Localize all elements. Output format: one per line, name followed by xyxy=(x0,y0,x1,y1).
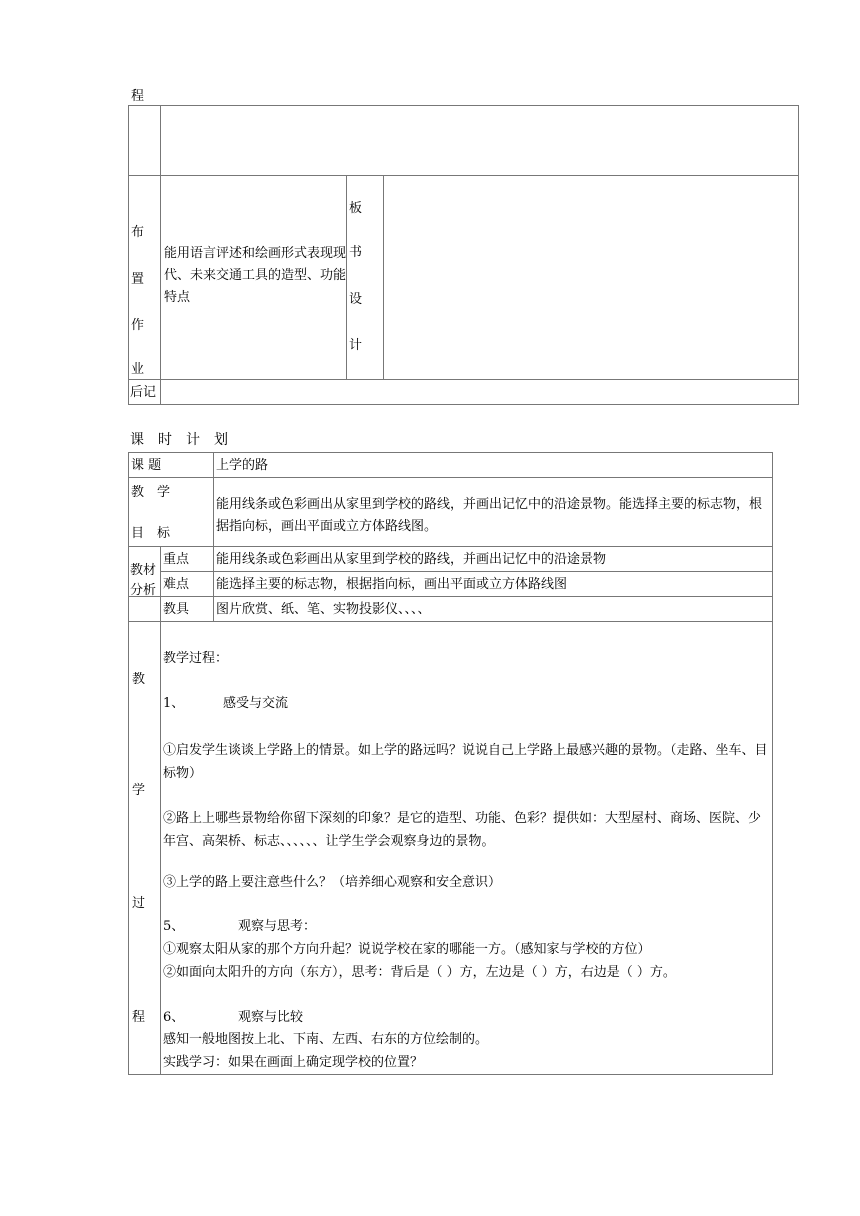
process-cell xyxy=(161,106,799,176)
key-label: 重点 xyxy=(161,547,214,572)
process-content xyxy=(161,622,773,1075)
difficult-text: 能选择主要的标志物，根据指向标，画出平面或立方体路线图 xyxy=(214,572,773,597)
topic-value: 上学的路 xyxy=(214,453,773,478)
homework-text: 能用语言评述和绘画形式表现现代、未来交通工具的造型、功能特点 xyxy=(161,176,347,380)
section-6-number: 6、 xyxy=(163,1010,185,1025)
section-5-number: 5、 xyxy=(163,919,185,934)
difficult-label: 难点 xyxy=(161,572,214,597)
board-label: 板 书 设 计 xyxy=(347,176,384,380)
paragraph-3: ③上学的路上要注意些什么？（培养细心观察和安全意识） xyxy=(163,875,502,890)
paragraph-4: ①观察太阳从家的那个方向升起？说说学校在家的哪能一方。（感知家与学校的方位） xyxy=(163,942,651,957)
section-1-title: 感受与交流 xyxy=(223,696,289,711)
key-text: 能用线条或色彩画出从家里到学校的路线，并画出记忆中的沿途景物 xyxy=(214,547,773,572)
board-design-cell xyxy=(384,176,799,380)
row-process-label xyxy=(129,89,161,176)
paragraph-7: 实践学习：如果在画面上确定现学校的位置？ xyxy=(163,1055,424,1070)
analysis-label: 教材分析 xyxy=(129,547,161,597)
paragraph-1: ①启发学生谈谈上学路上的情景。如上学的路远吗？说说自己上学路上最感兴趣的景物。（走路、坐车、目标物） xyxy=(163,743,768,781)
process-side-label: 教 学 过 程 xyxy=(129,622,161,1075)
homework-label: 布 置 作 业 xyxy=(129,176,161,380)
topic-label: 课 题 xyxy=(129,453,214,478)
paragraph-2: ②路上上哪些景物给你留下深刻的印象？是它的造型、功能、色彩？提供如：大型屋村、商场、医院、少年宫、高架桥、标志、、、、、、让学生学会观察身边的景物。 xyxy=(163,811,762,849)
section-5-title: 观察与思考： xyxy=(238,919,317,934)
goal-label: 教 学 目 标 xyxy=(129,478,214,547)
notes-label: 后记 xyxy=(129,380,161,405)
table-lesson-plan xyxy=(128,452,773,1075)
goal-text: 能用线条或色彩画出从家里到学校的路线，并画出记忆中的沿途景物。能选择主要的标志物，根据指向标，画出平面或立方体路线图。 xyxy=(214,478,773,547)
notes-cell xyxy=(161,380,799,405)
paragraph-6: 感知一般地图按上北、下南、左西、右东的方位绘制的。 xyxy=(163,1032,489,1047)
plan-title: 课 时 计 划 xyxy=(130,432,228,448)
tools-label: 教具 xyxy=(161,597,214,622)
process-label-char: 程 xyxy=(131,89,145,104)
section-1-number: 1、 xyxy=(163,696,185,711)
section-6-title: 观察与比较 xyxy=(238,1010,304,1025)
paragraph-5: ②如面向太阳升的方向（东方），思考：背后是（ ）方，左边是（ ）方，右边是（ ）方。 xyxy=(163,965,676,980)
process-heading: 教学过程： xyxy=(163,651,229,666)
table-homework xyxy=(128,89,799,405)
tools-text: 图片欣赏、纸、笔、实物投影仪、、、、 xyxy=(214,597,773,622)
